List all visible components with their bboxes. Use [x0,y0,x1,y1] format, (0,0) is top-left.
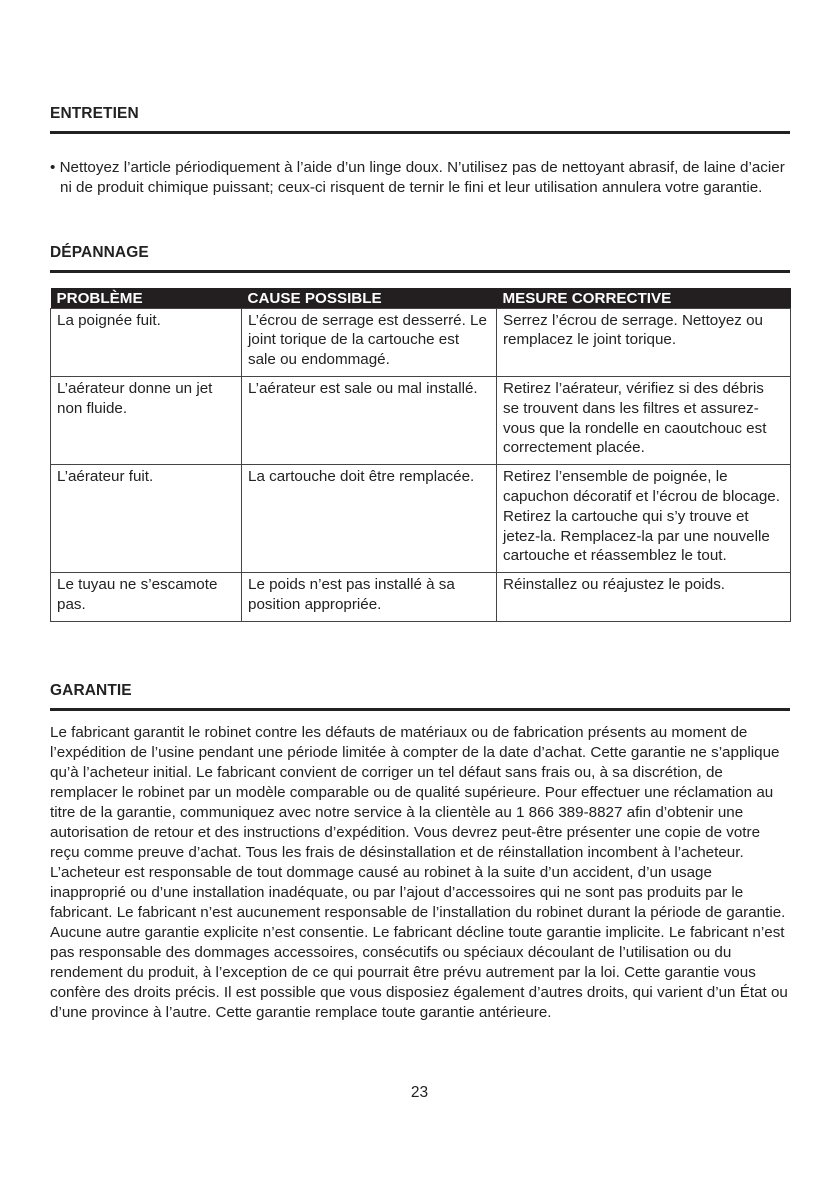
problem-cell: L’aérateur fuit. [51,465,242,573]
problem-cell: La poignée fuit. [51,308,242,376]
cause-cell: L’écrou de serrage est desserré. Le joint torique de la cartouche est sale ou endommagé. [242,308,497,376]
maintenance-text: Nettoyez l’article périodiquement à l’aide d’un linge doux. N’utilisez pas de nettoyant abrasif, de laine d’acier ni de produit chimique puissant; ceux-ci risquent de ternir le fini et leur utilisation annulera votre garantie. [59,159,785,196]
table-header-row [51,288,791,309]
problem-cell: L’aérateur donne un jet non fluide. [51,376,242,464]
remedy-cell: Retirez l’aérateur, vérifiez si des débris se trouvent dans les filtres et assurez-vous que la rondelle en caoutchouc est correctement placée. [497,376,791,464]
maintenance-heading: ENTRETIEN [50,105,790,134]
table-row [51,573,791,622]
table-row [51,465,791,573]
warranty-heading: GARANTIE [50,682,790,711]
troubleshooting-table [50,288,791,622]
remedy-cell: Retirez l’ensemble de poignée, le capuchon décoratif et l’écrou de blocage. Retirez la cartouche qui s’y trouve et jetez-la. Remplacez-la par une nouvelle cartouche et réassemblez le tout. [497,465,791,573]
page-number: 23 [410,1084,429,1101]
column-header-problem: PROBLÈME [51,288,242,309]
warranty-text: Le fabricant garantit le robinet contre les défauts de matériaux ou de fabrication présents au moment de l’expédition de l’usine pendant une période limitée à compter de la date d’achat. Cette garantie ne s’applique qu’à l’acheteur initial. Le fabricant convient de corriger un tel défaut sans frais ou, à sa discrétion, de remplacer le robinet par un modèle comparable ou de qualité supérieure. Pour effectuer une réclamation au titre de la garantie, communiquez avec notre service à la clientèle au 1 866 389-8827 afin d’obtenir une autorisation de retour et des instructions d’expédition. Vous devrez peut-être présenter une copie de votre reçu comme preuve d’achat. Tous les frais de désinstallation et de réinstallation incombent à l’acheteur. L’acheteur est responsable de tout dommage causé au robinet à la suite d’un accident, d’un usage inapproprié ou d’une installation inadéquate, ou par l’ajout d’accessoires qui ne sont pas produits par le fabricant. Le fabricant n’est aucunement responsable de l’installation du robinet durant la période de garantie. Aucune autre garantie explicite n’est consentie. Le fabricant décline toute garantie implicite. Le fabricant n’est pas responsable des dommages accessoires, consécutifs ou spéciaux découlant de l’utilisation ou du rendement du produit, à l’exception de ce qui pourrait être prévu autrement par la loi. Cette garantie vous confère des droits précis. Il est possible que vous disposiez également d’autres droits, qui varient d’un État ou d’une province à l’autre. Cette garantie remplace toute garantie antérieure. [50,723,788,1021]
troubleshooting-heading: DÉPANNAGE [50,244,790,273]
column-header-cause: CAUSE POSSIBLE [242,288,497,309]
remedy-cell: Réinstallez ou réajustez le poids. [497,573,791,622]
maintenance-bullet [50,158,790,198]
cause-cell: La cartouche doit être remplacée. [242,465,497,573]
remedy-cell: Serrez l’écrou de serrage. Nettoyez ou remplacez le joint torique. [497,308,791,376]
column-header-remedy: MESURE CORRECTIVE [497,288,791,309]
cause-cell: L’aérateur est sale ou mal installé. [242,376,497,464]
table-row [51,308,791,376]
bullet-marker: • [50,159,56,176]
table-row [51,376,791,464]
cause-cell: Le poids n’est pas installé à sa position appropriée. [242,573,497,622]
problem-cell: Le tuyau ne s’escamote pas. [51,573,242,622]
page-content [50,0,790,1023]
